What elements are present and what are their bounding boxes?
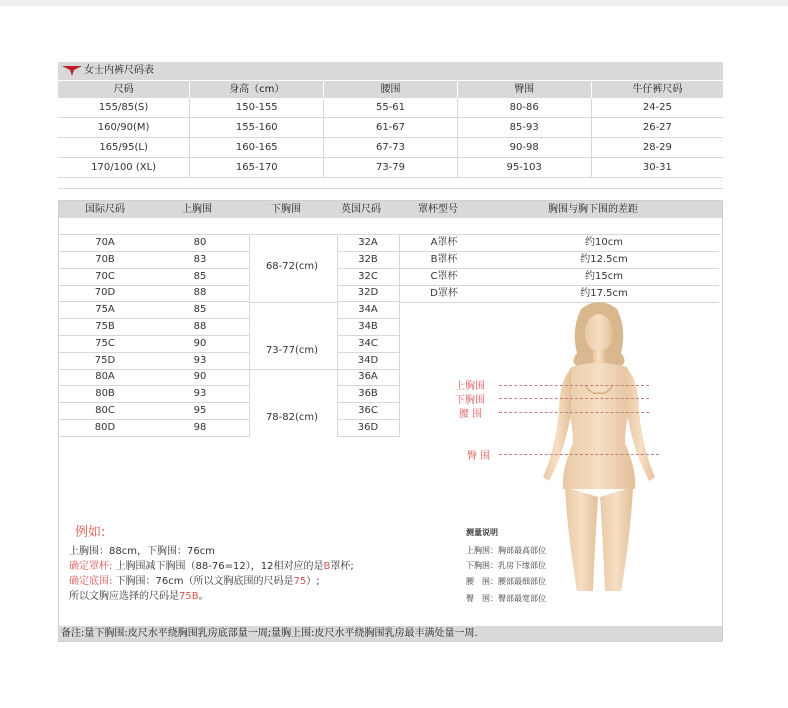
intl-size-cell: 75C	[59, 336, 151, 353]
bust-cell: 93	[151, 386, 249, 403]
bust-cell: 93	[151, 353, 249, 370]
panty-table-title-bar	[58, 62, 723, 80]
intl-size-cell: 80C	[59, 403, 151, 420]
cell: 160/90(M)	[58, 118, 190, 137]
example-text: 上胸围减下胸围（88-76=12），12相对应的是	[115, 561, 324, 572]
group-divider-0	[249, 302, 337, 303]
example-title: 例如:	[75, 525, 106, 540]
cell: 90-98	[458, 138, 592, 157]
cell: 28-29	[642, 142, 672, 153]
uk-size-cell: 32A	[337, 235, 399, 252]
header-jeans-size: 牛仔裤尺码	[632, 84, 683, 95]
uk-size-cell: 34D	[337, 353, 399, 370]
group-divider-1	[249, 369, 337, 370]
header-underbust: 下胸围	[271, 204, 301, 215]
cell: 85-93	[458, 118, 592, 137]
intl-size-cell: 80B	[59, 386, 151, 403]
intl-size-cell: 70D	[59, 285, 151, 302]
panty-size-table	[58, 62, 723, 189]
header-size: 尺码	[58, 81, 190, 98]
cell: 165/95(L)	[58, 138, 190, 157]
cell: 150-155	[190, 98, 324, 117]
cell: 80-86	[458, 98, 592, 117]
cell: 61-67	[324, 118, 457, 137]
uk-size-cell: 32C	[337, 269, 399, 286]
cup-type: A罩杯	[399, 235, 489, 252]
measure-line-waist	[499, 412, 649, 413]
cell: 160-165	[190, 138, 324, 157]
example-highlight: B	[323, 561, 331, 572]
table-footer-line	[58, 178, 723, 189]
uk-size-cell: 36C	[337, 403, 399, 420]
example-text: 罩杯;	[330, 561, 354, 572]
cup-diff: 约15cm	[489, 269, 719, 286]
intl-size-cell: 70A	[59, 235, 151, 252]
measure-notes-title: 测量说明	[466, 528, 498, 537]
header-height: 身高（cm）	[190, 81, 324, 98]
example-line-3	[69, 572, 320, 587]
bust-cell: 95	[151, 403, 249, 420]
header-bust: 上胸围	[182, 204, 212, 215]
bust-cell: 88	[151, 285, 249, 302]
cell: 95-103	[458, 158, 592, 177]
bust-cell: 90	[151, 369, 249, 386]
intl-size-cell: 80A	[59, 369, 151, 386]
body-figure-illustration	[519, 301, 679, 601]
cell: 24-25	[642, 102, 672, 113]
measure-note: 腰 围：腰部最细部位	[466, 577, 546, 586]
measure-note: 上胸围：胸部最高部位	[466, 546, 546, 555]
divider-underbust-uk	[337, 235, 338, 437]
example-line-4	[69, 587, 209, 602]
bust-cell: 88	[151, 319, 249, 336]
header-intl-size: 国际尺码	[85, 204, 125, 215]
bust-cell: 85	[151, 302, 249, 319]
cup-type: C罩杯	[399, 269, 489, 286]
table-row	[58, 118, 723, 138]
underbust-range-80: 78-82(cm)	[265, 412, 319, 423]
intl-size-cell: 75D	[59, 353, 151, 370]
label-hip: 臀 围	[467, 451, 491, 462]
cup-type: D罩杯	[399, 286, 489, 303]
cell: 67-73	[324, 138, 457, 157]
uk-size-cell: 34B	[337, 319, 399, 336]
measure-line-bust	[499, 385, 649, 386]
example-text: 。	[198, 591, 209, 602]
example-line-1	[69, 542, 215, 557]
measure-line-underbust	[499, 398, 649, 399]
uk-size-cell: 36B	[337, 386, 399, 403]
example-line-2	[69, 557, 354, 572]
example-highlight: 75	[293, 576, 307, 587]
header-hip: 臀围	[458, 81, 592, 98]
bra-table-header	[59, 201, 722, 218]
header-uk-size: 英国尺码	[341, 204, 381, 215]
cup-diff: 约17.5cm	[489, 286, 719, 303]
example-label: 确定底围:	[69, 576, 113, 587]
intl-size-cell: 70B	[59, 252, 151, 269]
cell: 30-31	[642, 162, 672, 173]
table-row	[58, 98, 723, 118]
example-label: 确定罩杯:	[69, 561, 113, 572]
panty-table-header	[58, 80, 723, 98]
brand-wing-icon	[62, 65, 82, 77]
footnote: 备注:量下胸围:皮尺水平绕胸围乳房底部量一周;量胸上围:皮尺水平绕胸围乳房最丰满处量一周.	[59, 626, 722, 641]
label-bust: 上胸围	[455, 381, 485, 392]
cup-diff: 约10cm	[489, 235, 719, 252]
measure-line-hip	[499, 454, 659, 455]
example-text: 所以文胸应选择的尺码是	[69, 591, 179, 602]
uk-size-cell: 36D	[337, 420, 399, 437]
header-cup-type: 罩杯型号	[418, 204, 458, 215]
cell: 165-170	[190, 158, 324, 177]
intl-size-cell: 80D	[59, 420, 151, 437]
bust-cell: 83	[151, 252, 249, 269]
intl-size-cell: 70C	[59, 269, 151, 286]
underbust-range-75: 73-77(cm)	[265, 345, 319, 356]
cell: 73-79	[324, 158, 457, 177]
top-strip	[0, 0, 788, 6]
example-text: 上胸围：88cm，下胸围：76cm	[69, 546, 215, 557]
cell: 155/85(S)	[58, 98, 190, 117]
header-bust-diff: 胸围与胸下围的差距	[548, 204, 638, 215]
cell: 155-160	[190, 118, 324, 137]
bust-cell: 90	[151, 336, 249, 353]
example-highlight: 75B	[179, 591, 199, 602]
cup-type: B罩杯	[399, 252, 489, 269]
uk-size-cell: 32D	[337, 285, 399, 302]
cell: 26-27	[642, 122, 672, 133]
bra-size-panel	[58, 200, 723, 642]
cell: 170/100 (XL)	[58, 158, 190, 177]
panty-table-title: 女士内裤尺码表	[84, 65, 154, 76]
header-waist: 腰围	[324, 81, 457, 98]
example-text: ）;	[306, 576, 320, 587]
cell: 55-61	[324, 98, 457, 117]
bust-cell: 80	[151, 235, 249, 252]
intl-size-cell: 75A	[59, 302, 151, 319]
measure-note: 下胸围：乳房下缘部位	[466, 561, 546, 570]
uk-size-cell: 32B	[337, 252, 399, 269]
measure-note: 臀 围：臀部最宽部位	[466, 594, 546, 603]
uk-size-cell: 36A	[337, 369, 399, 386]
bust-cell: 98	[151, 420, 249, 437]
bust-cell: 85	[151, 269, 249, 286]
underbust-range-70: 68-72(cm)	[265, 261, 319, 272]
uk-size-cell: 34C	[337, 336, 399, 353]
example-text: 下胸围：76cm（所以文胸底围的尺码是	[115, 576, 294, 587]
label-waist: 腰 围	[459, 409, 483, 420]
table-row	[58, 138, 723, 158]
table-row	[58, 158, 723, 178]
intl-size-cell: 75B	[59, 319, 151, 336]
uk-size-cell: 34A	[337, 302, 399, 319]
label-underbust: 下胸围	[455, 395, 485, 406]
cup-diff: 约12.5cm	[489, 252, 719, 269]
